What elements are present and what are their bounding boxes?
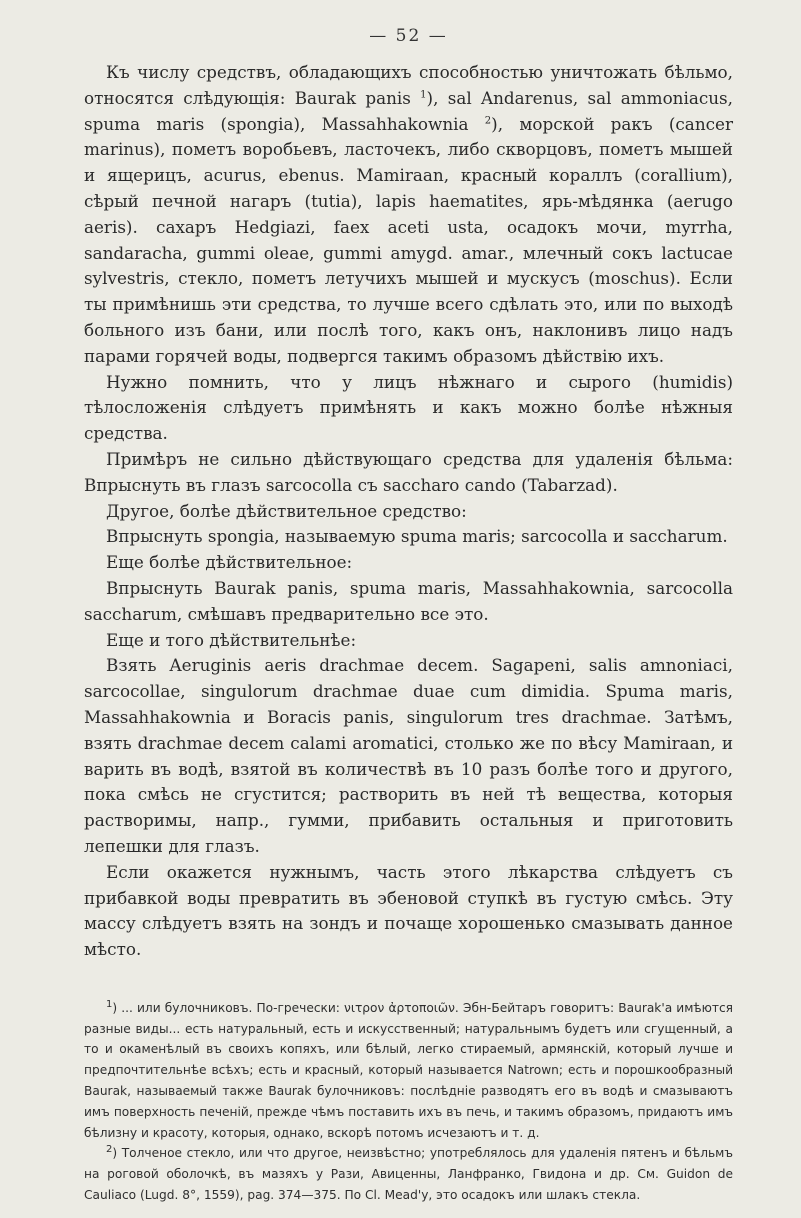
paragraph-10: Если окажется нужнымъ, часть этого лѣкарства слѣдуетъ съ прибавкой воды превратить въ эбеновой ступкѣ въ густую смѣсь. Эту массу слѣдуетъ взять на зондъ и почаще хорошенько смазывать данное мѣсто.	[84, 861, 733, 960]
paragraph-6: Еще болѣе дѣйствительное:	[106, 552, 353, 573]
paragraph-7: Впрыснуть Baurak panis, spuma maris, Massahhakownia, sarcocolla saccharum, смѣшавъ предварительно все это.	[84, 577, 733, 624]
paragraph-2: Нужно помнить, что у лицъ нѣжнаго и сырого (humidis) тѣлосложенія слѣдуетъ примѣнять и какъ можно болѣе нѣжныя средства.	[84, 371, 733, 444]
footnote-2-text: ) Толченое стекло, или что другое, неизвѣстно; употреблялось для удаленія пятенъ и бѣльмъ на роговой оболочкѣ, въ мазяхъ у Рази, Авиценны, Ланфранко, Гвидона и др. См. Guidon de Cauliaco (Lugd. 8°, 1559), pag. 374—375. По Cl. Mead'y, это осадокъ или шлакъ стекла.	[84, 1146, 733, 1203]
paragraph-1	[84, 60, 733, 370]
footnote-ref-1[interactable]: 1	[420, 89, 427, 101]
footnote-ref-2[interactable]: 2	[484, 115, 492, 126]
paragraph-8: Еще и того дѣйствительнѣе:	[106, 629, 357, 650]
main-text	[84, 60, 733, 963]
paragraph-1-end: ), морской ракъ (cancer marinus), пометъ воробьевъ, ласточекъ, либо скворцовъ, пометъ мышей и ящерицъ, acurus, ebenus. Mamiraan, красный кораллъ (corallium), сѣрый печной нагаръ (tutia), lapis haematites, ярь-мѣдянка (aerugo aeris). сахаръ Hedgiazi, faex aceti usta, осадокъ мочи, myrrha, sandaracha, gummi oleae, gummi amygd. amar., млечный сокъ lactucae sylvestris, стекло, пометъ летучихъ мышей и мускусъ (moschus). Если ты примѣнишь эти средства, то лучше всего сдѣлать это, или по выходѣ больного изъ бани, или послѣ того, какъ онъ, наклонивъ лицо надъ парами горячей воды, подвергся такимъ образомъ дѣйствію ихъ.	[84, 113, 733, 366]
paragraph-5: Впрыснуть spongia, называемую spuma maris; sarcocolla и saccharum.	[106, 526, 728, 547]
paragraph-4: Другое, болѣе дѣйствительное средство:	[106, 500, 467, 521]
footnote-1	[84, 998, 733, 1144]
page-number: — 52 —	[369, 26, 448, 46]
footnotes	[84, 998, 733, 1206]
footnote-2	[84, 1143, 733, 1205]
paragraph-1-middle: ), sal Andarenus, sal ammoniacus, spuma maris (spongia), Massahhakownia	[84, 87, 733, 134]
paragraph-9: Взять Aeruginis aeris drachmae decem. Sagapeni, salis amnoniaci, sarcocollae, singulorum drachmae duae cum dimidia. Spuma maris, Massahhakownia и Boracis panis, singulorum tres drachmae. Затѣмъ, взять drachmae decem calami aromatici, столько же по вѣсу Mamiraan, и варить въ водѣ, взятой въ количествѣ въ 10 разъ болѣе того и другого, пока смѣсь не сгустится; растворить въ ней тѣ вещества, которыя растворимы, напр., гумми, прибавить остальныя и приготовить лепешки для глазъ.	[84, 655, 733, 856]
footnote-1-text: ) ... или булочниковъ. По-гречески: νιτρον ἀρτοποιῶν. Эбн-Бейтаръ говоритъ: Baurak'а имѣются разные виды... есть натуральный, есть и искусственный; натуральнымъ будетъ или сгущенный, а то и окаменѣлый въ своихъ копяхъ, или бѣлый, легко стираемый, армянскій, который лучше и предпочтительнѣе всѣхъ; есть и красный, который называется Natrown; есть и порошкообразный Baurak, называемый также Baurak булочниковъ: послѣдніе разводятъ его въ водѣ и смазываютъ имъ поверхность печеній, прежде чѣмъ поставить ихъ въ печь, и такимъ образомъ, придаютъ имъ бѣлизну и красоту, которыя, однако, вскорѣ потомъ исчезаютъ и т. д.	[84, 1000, 733, 1140]
paragraph-1-start: Къ числу средствъ, обладающихъ способностью уничтожать бѣльмо, относятся слѣдующія: Baurak panis	[84, 62, 733, 108]
paragraph-3: Примѣръ не сильно дѣйствующаго средства для удаленія бѣльма: Впрыснуть въ глазъ sarcocolla съ saccharo cando (Tabarzad).	[84, 448, 733, 495]
footnote-mark-2: 2	[106, 1144, 113, 1156]
footnote-mark-1: 1	[106, 998, 113, 1010]
